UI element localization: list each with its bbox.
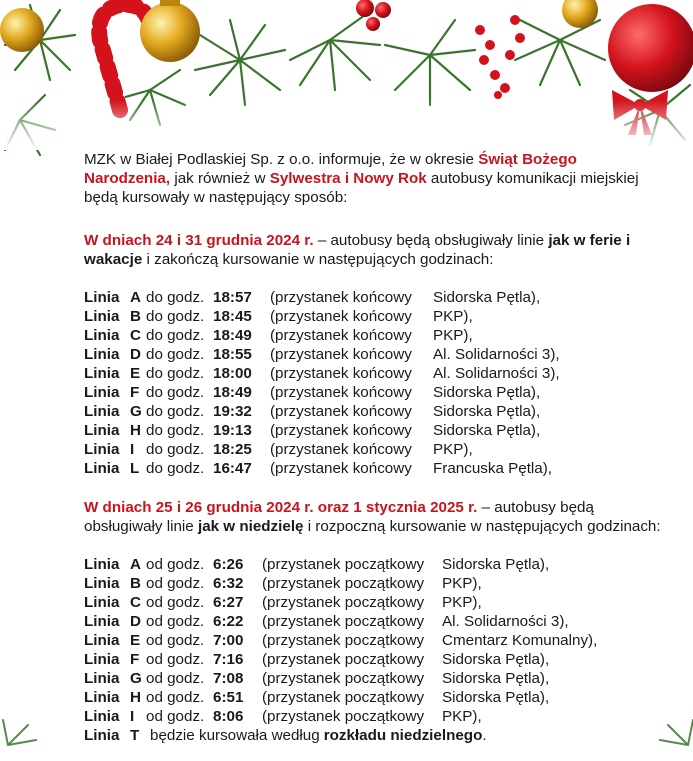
line-letter: I — [130, 708, 135, 725]
line-letter: F — [130, 651, 140, 668]
stop-type: (przystanek początkowy — [262, 556, 425, 573]
schedule-row — [84, 345, 664, 364]
line-letter: L — [130, 460, 140, 477]
time-prefix: od godz. — [146, 651, 205, 668]
schedule-row — [84, 440, 664, 459]
section2-paragraph — [84, 498, 664, 536]
line-letter: T — [130, 727, 140, 744]
line-label: Linia — [84, 422, 120, 439]
stop-type: (przystanek początkowy — [262, 670, 425, 687]
section1-text: – autobusy będą obsługiwały linie — [313, 232, 549, 249]
time-prefix: od godz. — [146, 670, 205, 687]
line-letter: B — [130, 308, 141, 325]
time-value: 18:00 — [213, 365, 252, 382]
time-prefix: od godz. — [146, 594, 205, 611]
stop-name: Sidorska Pętla), — [433, 422, 541, 439]
stop-name: Sidorska Pętla), — [433, 403, 541, 420]
time-prefix: od godz. — [146, 689, 205, 706]
schedule-row — [84, 650, 664, 669]
stop-name: PKP), — [442, 708, 482, 725]
intro-paragraph — [84, 150, 664, 207]
intro-highlight-christmas: Świąt Bożego Narodzenia, — [84, 151, 577, 187]
time-prefix: do godz. — [146, 346, 205, 363]
time-prefix: od godz. — [146, 708, 205, 725]
line-letter: G — [130, 403, 142, 420]
stop-type: (przystanek początkowy — [262, 575, 425, 592]
section1-text-2: i zakończą kursowanie w następujących godzinach: — [142, 251, 494, 268]
line-letter: D — [130, 613, 141, 630]
line-letter: I — [130, 441, 135, 458]
line-t-row — [84, 726, 664, 745]
schedule-row — [84, 612, 664, 631]
line-label: Linia — [84, 460, 120, 477]
time-value: 18:57 — [213, 289, 252, 306]
stop-name: PKP), — [442, 575, 482, 592]
line-letter: C — [130, 327, 141, 344]
stop-name: Sidorska Pętla), — [433, 289, 541, 306]
time-value: 7:00 — [213, 632, 244, 649]
line-letter: A — [130, 289, 141, 306]
stop-name: Sidorska Pętla), — [442, 556, 550, 573]
line-letter: H — [130, 422, 141, 439]
line-label: Linia — [84, 575, 120, 592]
line-label: Linia — [84, 689, 120, 706]
line-label: Linia — [84, 727, 120, 744]
time-value: 7:08 — [213, 670, 244, 687]
line-t-bold: rozkładu niedzielnego — [323, 727, 483, 744]
time-prefix: do godz. — [146, 289, 205, 306]
time-prefix: do godz. — [146, 384, 205, 401]
schedule-row — [84, 326, 664, 345]
line-label: Linia — [84, 289, 120, 306]
schedule-row — [84, 402, 664, 421]
time-prefix: do godz. — [146, 460, 205, 477]
stop-type: (przystanek końcowy — [270, 365, 412, 382]
section2-text: – autobusy będą obsługiwały linie — [84, 499, 594, 535]
time-prefix: do godz. — [146, 365, 205, 382]
stop-type: (przystanek początkowy — [262, 613, 425, 630]
section2-text-2: i rozpoczną kursowanie w następujących godzinach: — [303, 518, 661, 535]
schedule-row — [84, 421, 664, 440]
time-prefix: od godz. — [146, 575, 205, 592]
section2-heading: W dniach 25 i 26 grudnia 2024 r. oraz 1 stycznia 2025 r. — [84, 499, 478, 516]
stop-type: (przystanek końcowy — [270, 327, 412, 344]
schedule-row — [84, 574, 664, 593]
line-letter: C — [130, 594, 141, 611]
schedule-row — [84, 364, 664, 383]
intro-highlight-new-year: Sylwestra i Nowy Rok — [269, 170, 427, 187]
line-letter: B — [130, 575, 141, 592]
stop-type: (przystanek początkowy — [262, 708, 425, 725]
schedule-row — [84, 688, 664, 707]
line-letter: E — [130, 632, 141, 649]
section1-schedule-list — [84, 288, 664, 478]
line-label: Linia — [84, 708, 120, 725]
schedule-row — [84, 288, 664, 307]
stop-type: (przystanek końcowy — [270, 346, 412, 363]
line-label: Linia — [84, 403, 120, 420]
line-letter: F — [130, 384, 140, 401]
line-letter: D — [130, 346, 141, 363]
time-value: 7:16 — [213, 651, 244, 668]
stop-type: (przystanek początkowy — [262, 689, 425, 706]
time-value: 6:32 — [213, 575, 244, 592]
stop-name: Cmentarz Komunalny), — [442, 632, 598, 649]
time-value: 6:51 — [213, 689, 244, 706]
section1-paragraph — [84, 231, 664, 269]
stop-name: Al. Solidarności 3), — [433, 365, 560, 382]
line-label: Linia — [84, 594, 120, 611]
line-letter: H — [130, 689, 141, 706]
line-label: Linia — [84, 327, 120, 344]
schedule-row — [84, 669, 664, 688]
time-prefix: do godz. — [146, 422, 205, 439]
time-value: 18:25 — [213, 441, 252, 458]
stop-type: (przystanek końcowy — [270, 422, 412, 439]
announcement — [84, 150, 664, 745]
time-prefix: do godz. — [146, 308, 205, 325]
line-label: Linia — [84, 651, 120, 668]
time-prefix: do godz. — [146, 327, 205, 344]
stop-name: Sidorska Pętla), — [442, 651, 550, 668]
stop-name: PKP), — [433, 308, 473, 325]
line-label: Linia — [84, 556, 120, 573]
intro-text-3: autobusy komunikacji miejskiej będą kursowały w następujący sposób: — [84, 170, 639, 206]
section2-schedule-list — [84, 555, 664, 726]
time-value: 18:45 — [213, 308, 252, 325]
time-prefix: do godz. — [146, 403, 205, 420]
line-label: Linia — [84, 441, 120, 458]
stop-type: (przystanek początkowy — [262, 594, 425, 611]
stop-name: Sidorska Pętla), — [442, 670, 550, 687]
time-value: 6:22 — [213, 613, 244, 630]
line-letter: E — [130, 365, 141, 382]
time-prefix: od godz. — [146, 613, 205, 630]
time-prefix: od godz. — [146, 632, 205, 649]
schedule-row — [84, 593, 664, 612]
schedule-row — [84, 555, 664, 574]
time-value: 18:49 — [213, 327, 252, 344]
stop-type: (przystanek początkowy — [262, 651, 425, 668]
section1-heading: W dniach 24 i 31 grudnia 2024 r. — [84, 232, 314, 249]
line-label: Linia — [84, 346, 120, 363]
line-label: Linia — [84, 632, 120, 649]
intro-text-2: jak również w — [170, 170, 270, 187]
line-label: Linia — [84, 308, 120, 325]
schedule-row — [84, 631, 664, 650]
section2-bold: jak w niedzielę — [197, 518, 304, 535]
time-value: 18:55 — [213, 346, 252, 363]
line-t-end: . — [482, 727, 487, 744]
stop-type: (przystanek końcowy — [270, 384, 412, 401]
stop-type: (przystanek końcowy — [270, 403, 412, 420]
time-value: 18:49 — [213, 384, 252, 401]
line-label: Linia — [84, 365, 120, 382]
stop-type: (przystanek końcowy — [270, 441, 412, 458]
stop-name: PKP), — [433, 441, 473, 458]
stop-name: Sidorska Pętla), — [442, 689, 550, 706]
time-value: 8:06 — [213, 708, 244, 725]
schedule-row — [84, 459, 664, 478]
schedule-row — [84, 707, 664, 726]
line-letter: A — [130, 556, 141, 573]
line-label: Linia — [84, 613, 120, 630]
stop-name: Sidorska Pętla), — [433, 384, 541, 401]
stop-type: (przystanek początkowy — [262, 632, 425, 649]
stop-name: Al. Solidarności 3), — [442, 613, 569, 630]
time-prefix: do godz. — [146, 441, 205, 458]
time-value: 6:26 — [213, 556, 244, 573]
time-value: 19:32 — [213, 403, 252, 420]
intro-text: MZK w Białej Podlaskiej Sp. z o.o. informuje, że w okresie — [84, 151, 479, 168]
stop-name: PKP), — [433, 327, 473, 344]
stop-name: PKP), — [442, 594, 482, 611]
line-label: Linia — [84, 384, 120, 401]
stop-name: Al. Solidarności 3), — [433, 346, 560, 363]
line-label: Linia — [84, 670, 120, 687]
line-t-text: będzie kursowała według — [150, 727, 320, 744]
stop-type: (przystanek końcowy — [270, 308, 412, 325]
time-value: 19:13 — [213, 422, 252, 439]
schedule-row — [84, 383, 664, 402]
stop-name: Francuska Pętla), — [433, 460, 553, 477]
time-prefix: od godz. — [146, 556, 205, 573]
stop-type: (przystanek końcowy — [270, 289, 412, 306]
stop-type: (przystanek końcowy — [270, 460, 412, 477]
time-value: 6:27 — [213, 594, 244, 611]
time-value: 16:47 — [213, 460, 252, 477]
section1-bold: jak w ferie i wakacje — [84, 232, 631, 268]
line-letter: G — [130, 670, 142, 687]
schedule-row — [84, 307, 664, 326]
